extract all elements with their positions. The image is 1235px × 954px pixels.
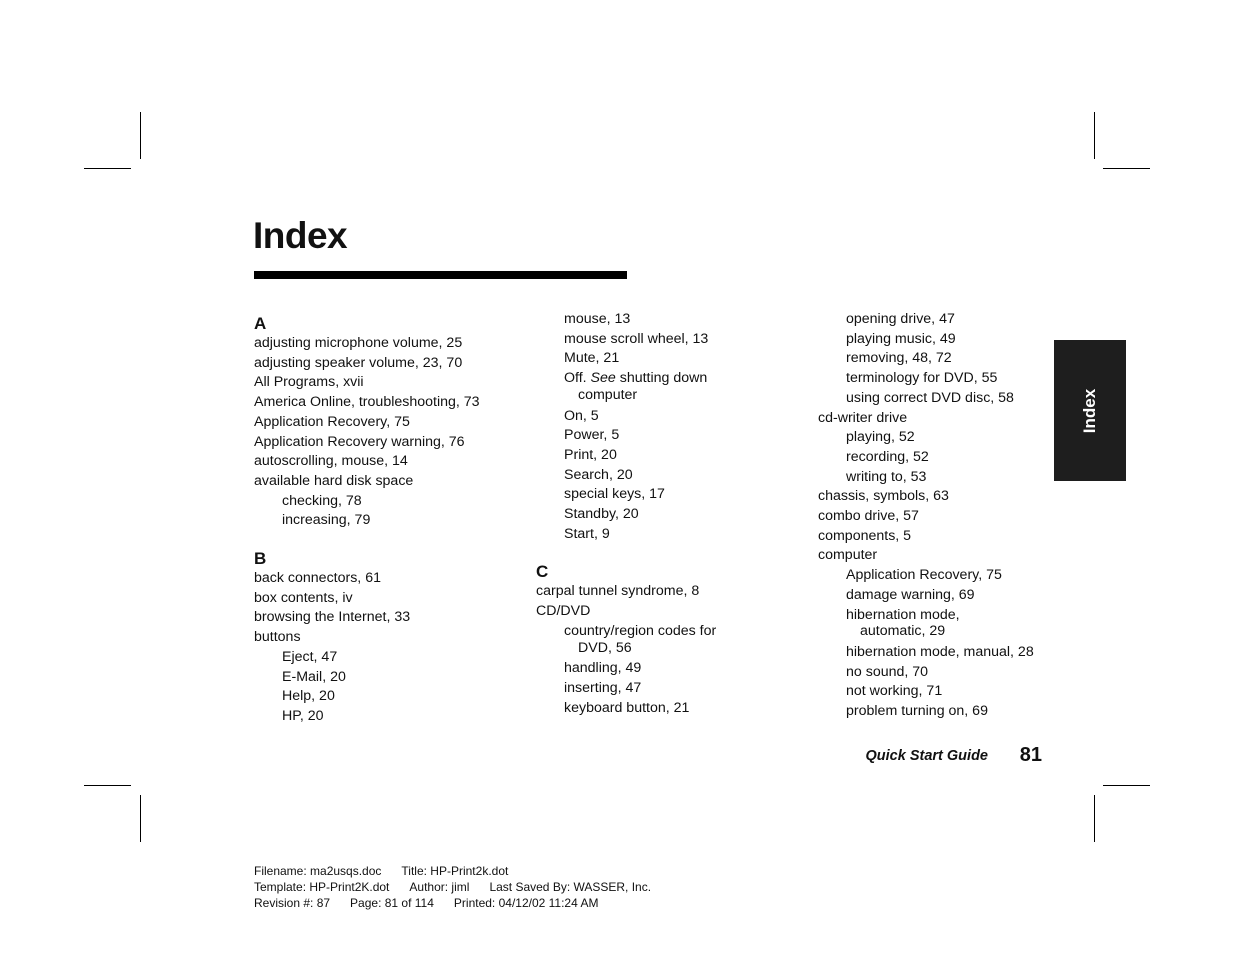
index-column-3 xyxy=(818,310,1034,722)
entry-text: Off. See shutting down xyxy=(564,370,708,387)
index-subentry xyxy=(818,586,1034,606)
index-entry xyxy=(254,354,480,374)
index-subentry xyxy=(254,511,480,531)
index-subentry xyxy=(536,699,716,719)
metadata-field: Page: 81 of 114 xyxy=(350,896,434,910)
entry-text: adjusting speaker volume, 23, 70 xyxy=(254,354,463,371)
index-subentry xyxy=(818,349,1034,369)
entry-text: not working, 71 xyxy=(846,683,943,700)
entry-text: using correct DVD disc, 58 xyxy=(846,389,1014,406)
index-entry xyxy=(254,608,480,628)
index-subentry xyxy=(536,622,716,658)
entry-text: cd-writer drive xyxy=(818,409,908,426)
index-subentry xyxy=(536,369,716,405)
entry-text: CD/DVD xyxy=(536,603,591,620)
document-metadata xyxy=(254,863,671,911)
entry-text: mouse, 13 xyxy=(564,311,631,327)
metadata-row xyxy=(254,863,671,879)
entry-text: removing, 48, 72 xyxy=(846,350,952,367)
metadata-field: Printed: 04/12/02 11:24 AM xyxy=(453,896,599,910)
index-subentry xyxy=(818,310,1034,330)
title-rule xyxy=(254,271,627,279)
index-subentry xyxy=(536,426,716,446)
entry-text: America Online, troubleshooting, 73 xyxy=(254,394,480,411)
metadata-field: Author: jiml xyxy=(409,880,470,894)
entry-continuation: DVD, 56 xyxy=(578,639,632,656)
entry-text: hibernation mode, manual, 28 xyxy=(846,643,1034,660)
index-subentry xyxy=(818,330,1034,350)
index-subentry xyxy=(818,682,1034,702)
crop-mark xyxy=(1103,168,1150,169)
index-subentry xyxy=(818,606,1034,642)
index-entry xyxy=(818,546,1034,566)
index-entry xyxy=(254,393,480,413)
index-subentry xyxy=(254,707,480,727)
index-subentry xyxy=(536,659,716,679)
index-entry xyxy=(254,373,480,393)
entry-text: autoscrolling, mouse, 14 xyxy=(254,453,408,470)
metadata-field: Template: HP-Print2K.dot xyxy=(254,880,390,894)
entry-text: Print, 20 xyxy=(564,446,617,463)
index-subentry xyxy=(536,349,716,369)
metadata-field: Filename: ma2usqs.doc xyxy=(254,864,382,878)
entry-text: available hard disk space xyxy=(254,472,414,489)
entry-text: computer xyxy=(818,547,878,564)
entry-text: Application Recovery warning, 76 xyxy=(254,433,465,450)
index-subentry xyxy=(536,407,716,427)
index-entry xyxy=(254,472,480,492)
index-entry xyxy=(254,334,480,354)
index-subentry xyxy=(818,643,1034,663)
side-tab xyxy=(1054,340,1126,481)
section-letter: B xyxy=(254,549,267,569)
index-subentry xyxy=(818,566,1034,586)
entry-text: carpal tunnel syndrome, 8 xyxy=(536,583,700,600)
metadata-field: Revision #: 87 xyxy=(254,896,331,910)
entry-text: Start, 9 xyxy=(564,525,610,542)
entry-text: buttons xyxy=(254,629,301,646)
index-subentry xyxy=(536,310,716,330)
index-entry xyxy=(254,569,480,589)
crop-mark xyxy=(1103,785,1150,786)
metadata-field: Title: HP-Print2k.dot xyxy=(401,864,509,878)
crop-mark xyxy=(1094,795,1095,842)
entry-continuation: automatic, 29 xyxy=(860,623,946,640)
entry-text: opening drive, 47 xyxy=(846,311,955,327)
index-subentry xyxy=(536,505,716,525)
entry-text: On, 5 xyxy=(564,407,599,424)
index-entry xyxy=(818,527,1034,547)
index-column-2 xyxy=(536,310,716,718)
index-entry xyxy=(818,409,1034,429)
entry-text: country/region codes for xyxy=(564,622,717,639)
entry-text: inserting, 47 xyxy=(564,679,642,696)
index-subentry xyxy=(536,679,716,699)
index-subentry xyxy=(818,663,1034,683)
entry-text: combo drive, 57 xyxy=(818,508,919,525)
index-entry xyxy=(254,628,480,648)
index-subentry xyxy=(818,389,1034,409)
entry-text: browsing the Internet, 33 xyxy=(254,609,411,626)
entry-text: writing to, 53 xyxy=(846,468,927,485)
entry-text: problem turning on, 69 xyxy=(846,703,988,720)
entry-text: Standby, 20 xyxy=(564,506,639,523)
index-subentry xyxy=(254,668,480,688)
index-subentry xyxy=(536,466,716,486)
metadata-row xyxy=(254,895,671,911)
entry-text: Application Recovery, 75 xyxy=(846,567,1002,584)
entry-text: keyboard button, 21 xyxy=(564,699,690,716)
index-entry xyxy=(536,582,716,602)
page-number: 81 xyxy=(1019,744,1042,766)
entry-text: Power, 5 xyxy=(564,427,620,444)
entry-text: no sound, 70 xyxy=(846,663,929,680)
crop-mark xyxy=(1094,112,1095,159)
crop-mark xyxy=(84,785,131,786)
entry-text: box contents, iv xyxy=(254,589,353,606)
index-subentry xyxy=(818,468,1034,488)
index-column-1 xyxy=(254,310,480,727)
index-subentry xyxy=(536,446,716,466)
index-entry xyxy=(254,413,480,433)
crop-mark xyxy=(140,112,141,159)
index-subentry xyxy=(254,492,480,512)
entry-text: damage warning, 69 xyxy=(846,586,975,603)
index-subentry xyxy=(536,330,716,350)
index-subentry xyxy=(254,687,480,707)
index-subentry xyxy=(536,525,716,545)
entry-text: playing music, 49 xyxy=(846,330,956,347)
index-subentry xyxy=(818,369,1034,389)
section-letter: C xyxy=(536,562,549,582)
index-subentry xyxy=(254,648,480,668)
entry-text: recording, 52 xyxy=(846,448,929,465)
index-entry xyxy=(254,589,480,609)
entry-continuation: computer xyxy=(578,386,638,403)
entry-text: All Programs, xvii xyxy=(254,374,364,391)
entry-text: handling, 49 xyxy=(564,660,642,677)
entry-text: special keys, 17 xyxy=(564,486,665,503)
entry-text: HP, 20 xyxy=(282,707,324,724)
entry-text: Mute, 21 xyxy=(564,350,620,367)
section-gap xyxy=(536,544,716,558)
index-subentry xyxy=(818,702,1034,722)
entry-text: chassis, symbols, 63 xyxy=(818,488,949,505)
entry-text: increasing, 79 xyxy=(282,512,371,529)
index-entry xyxy=(254,452,480,472)
entry-text: terminology for DVD, 55 xyxy=(846,370,998,387)
entry-text: Search, 20 xyxy=(564,466,633,483)
crop-mark xyxy=(140,795,141,842)
footer-guide-title: Quick Start Guide xyxy=(865,748,988,764)
entry-text: mouse scroll wheel, 13 xyxy=(564,330,709,347)
metadata-row xyxy=(254,879,671,895)
entry-text: E-Mail, 20 xyxy=(282,668,346,685)
entry-text: components, 5 xyxy=(818,527,912,544)
entry-text: adjusting microphone volume, 25 xyxy=(254,335,463,351)
index-entry xyxy=(818,487,1034,507)
entry-text: checking, 78 xyxy=(282,492,362,509)
crop-mark xyxy=(84,168,131,169)
entry-text: Eject, 47 xyxy=(282,648,338,665)
index-subentry xyxy=(818,448,1034,468)
index-entry xyxy=(818,507,1034,527)
side-tab-label: Index xyxy=(1080,388,1099,433)
page-title: Index xyxy=(253,215,348,256)
index-entry xyxy=(254,433,480,453)
index-entry xyxy=(536,602,716,622)
entry-text: back connectors, 61 xyxy=(254,570,381,587)
entry-text: Help, 20 xyxy=(282,688,335,705)
index-subentry xyxy=(818,428,1034,448)
section-gap xyxy=(254,531,480,545)
entry-text: playing, 52 xyxy=(846,429,915,446)
metadata-field: Last Saved By: WASSER, Inc. xyxy=(489,880,652,894)
entry-text: hibernation mode, xyxy=(846,606,960,623)
index-subentry xyxy=(536,485,716,505)
section-letter: A xyxy=(254,314,267,333)
entry-text: Application Recovery, 75 xyxy=(254,413,410,430)
